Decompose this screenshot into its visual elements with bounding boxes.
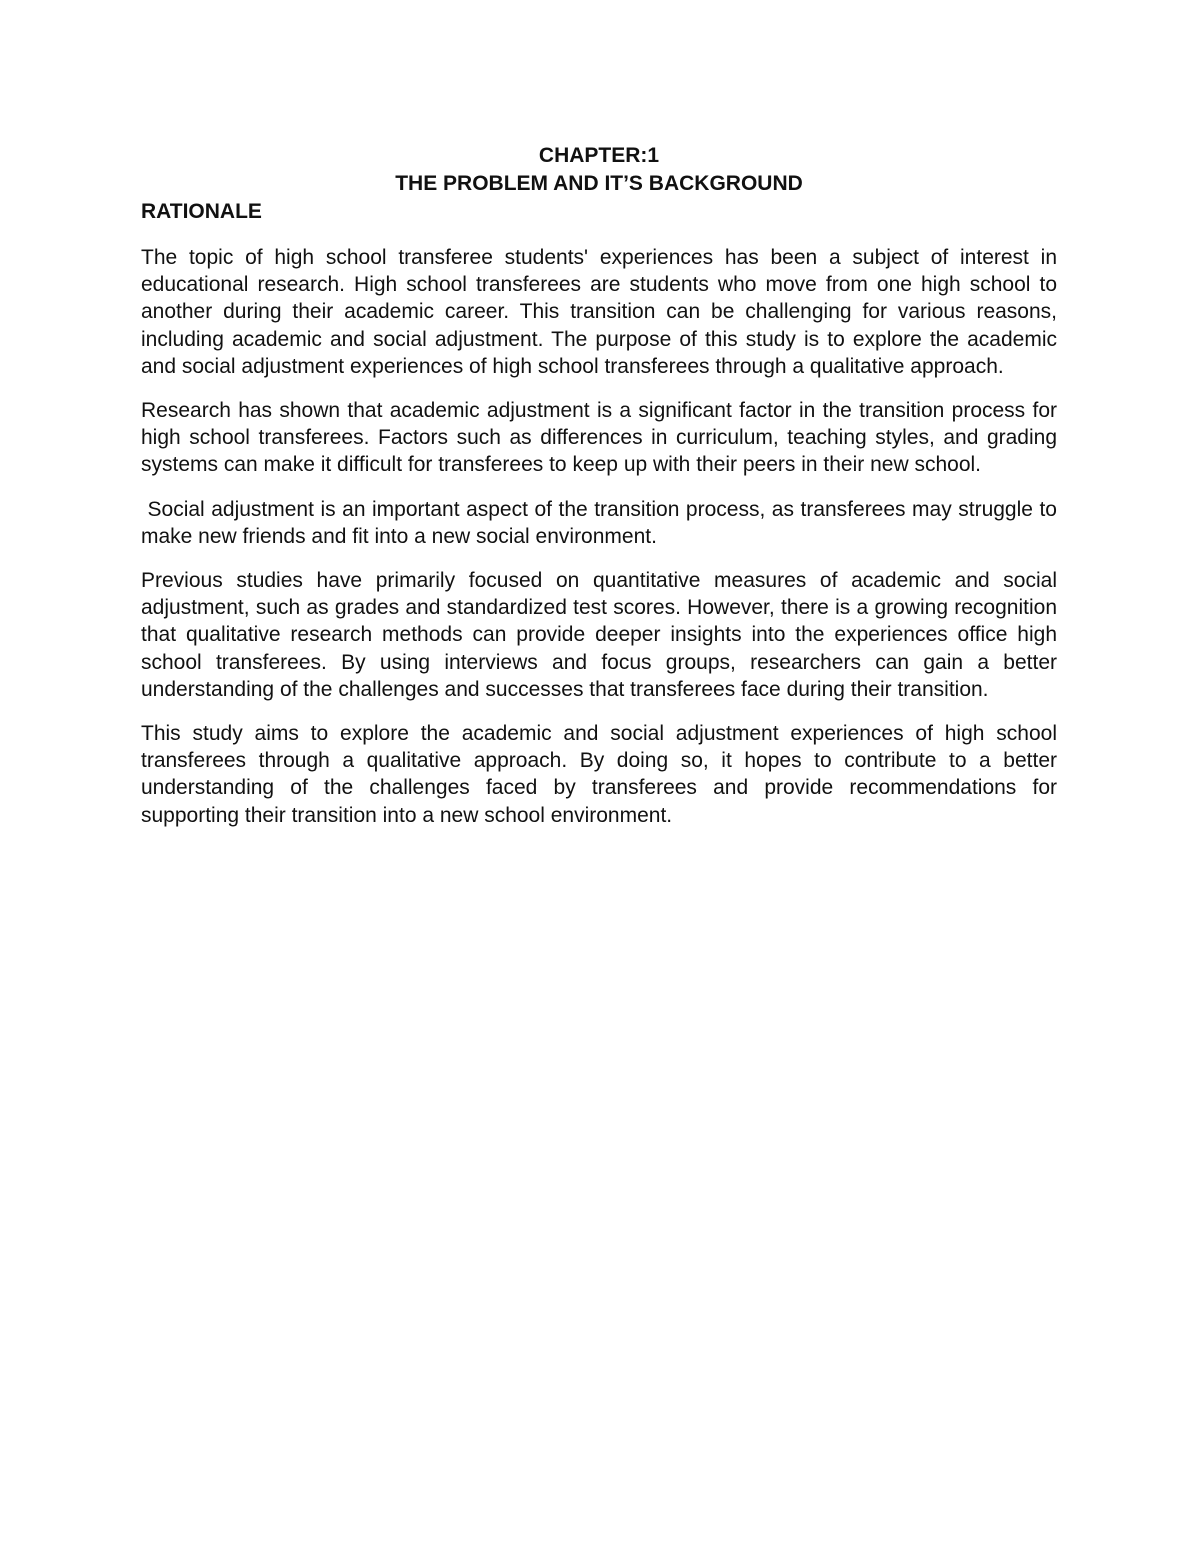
chapter-title: THE PROBLEM AND IT’S BACKGROUND (395, 172, 803, 195)
paragraph-1: The topic of high school transferee students' experiences has been a subject of interest in educational research. High school transferees are students who move from one high school to another during their academic career. This transition can be challenging for various reasons, including academic and social adjustment. The purpose of this study is to explore the academic and social adjustment experiences of high school transferees through a qualitative approach. (141, 246, 1057, 378)
section-heading-rationale: RATIONALE (141, 200, 262, 223)
paragraph-3: Social adjustment is an important aspect of the transition process, as transferees may struggle to make new friends and fit into a new social environment. (141, 497, 1063, 548)
chapter-label: CHAPTER:1 (538, 144, 660, 167)
paragraph-4: Previous studies have primarily focused on quantitative measures of academic and social adjustment, such as grades and standardized test scores. However, there is a growing recognition that qualitative research methods can provide deeper insights into the experiences office high school transferees. By using interviews and focus groups, researchers can gain a better understanding of the challenges and successes that transferees face during their transition. (141, 569, 1057, 701)
paragraph-2: Research has shown that academic adjustment is a significant factor in the transition process for high school transferees. Factors such as differences in curriculum, teaching styles, and grading systems can make it difficult for transferees to keep up with their peers in their new school. (141, 399, 1057, 477)
paragraph-5: This study aims to explore the academic and social adjustment experiences of high school transferees through a qualitative approach. By doing so, it hopes to contribute to a better understanding of the challenges faced by transferees and provide recommendations for supporting their transition into a new school environment. (141, 722, 1057, 827)
page-content (141, 142, 1063, 846)
